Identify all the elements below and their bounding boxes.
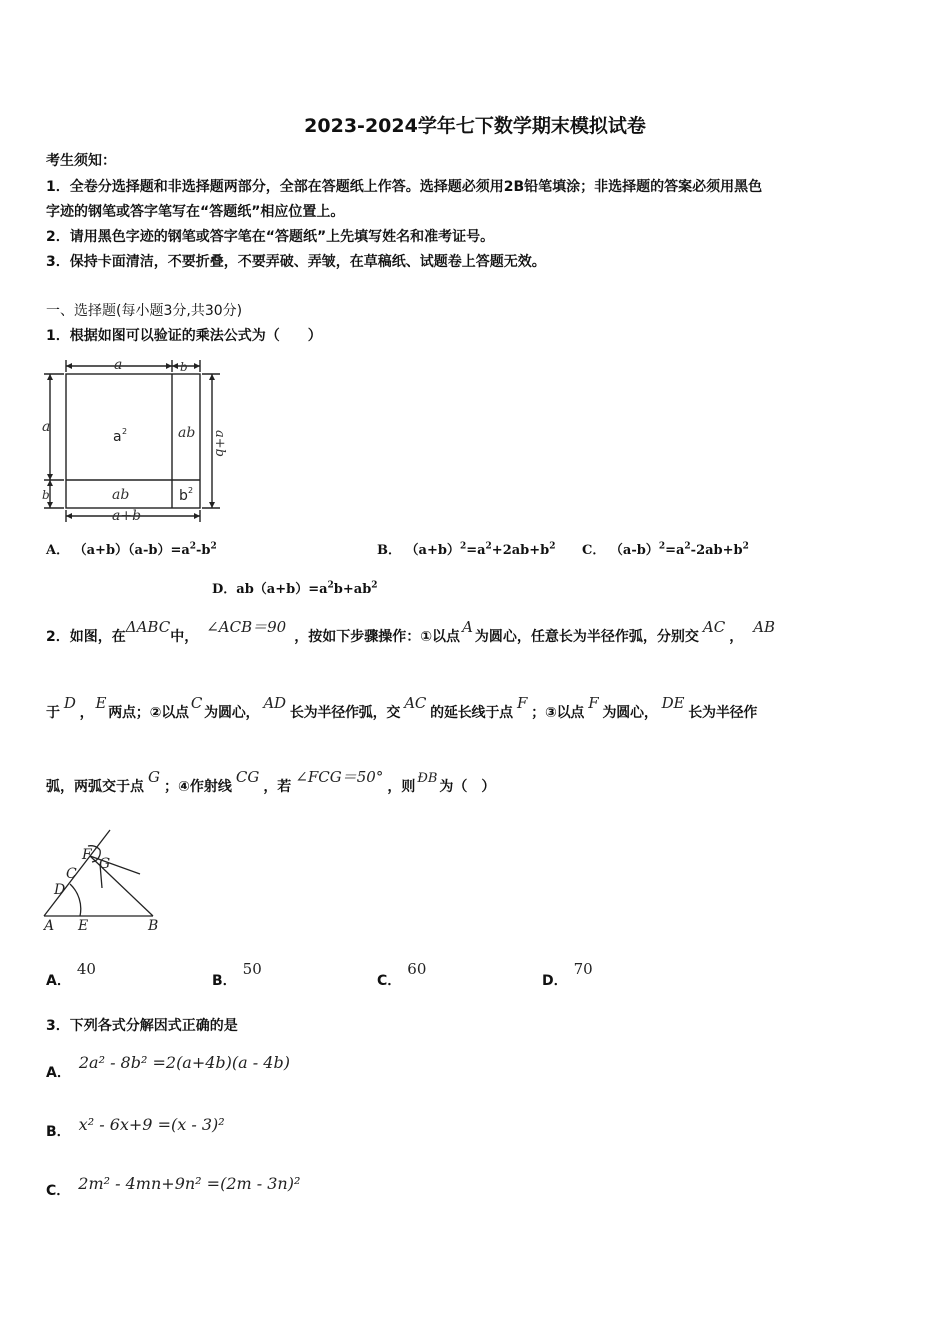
q1-option-c[interactable]: C． $(a-b)^2=a^2-2ab+b^2$ [582, 541, 749, 558]
fig2-label-b: B [148, 918, 159, 934]
q1-option-a[interactable]: A． $(a+b)(a-b)=a^2-b^2$ [46, 541, 217, 558]
question-2-figure [40, 822, 170, 938]
fig1-right: a+b [212, 430, 227, 457]
q3-option-a[interactable]: A．2a² - 8b² =2(a+4b)(a - 4b) [46, 1053, 290, 1081]
page-title: 2023-2024学年七下数学期末模拟试卷 [304, 115, 646, 137]
fig2-label-a: A [44, 918, 55, 934]
fig1-left-a: a [42, 419, 51, 435]
q1-option-d[interactable]: D．$ab(a+b)=a^2b+ab^2$ [212, 580, 378, 597]
question-1-stem: 1．根据如图可以验证的乘法公式为（ ） [46, 328, 322, 344]
notice-item-2: 2．请用黑色字迹的钢笔或答字笔在“答题纸”上先填写姓名和准考证号。 [46, 229, 495, 245]
question-1-figure [40, 352, 230, 532]
q2-option-d[interactable]: D．70 [542, 960, 593, 989]
fig2-label-f: F [82, 847, 92, 863]
fig1-cell-ab-right: ab [178, 425, 196, 441]
fig1-cell-a2-sup: 2 [122, 427, 128, 436]
q2-option-c[interactable]: C．60 [377, 960, 427, 989]
fig2-label-e: E [78, 918, 89, 934]
fig1-cell-b2-sup: 2 [188, 486, 194, 495]
notice-heading: 考生须知： [46, 153, 116, 169]
notice-item-3: 3．保持卡面清洁，不要折叠，不要弄破、弄皱，在草稿纸、试题卷上答题无效。 [46, 254, 546, 270]
fig1-bottom: a+b [112, 508, 142, 524]
q2-option-b[interactable]: B．50 [212, 960, 262, 989]
fig1-top-a: a [114, 357, 123, 373]
q3-option-b[interactable]: B． x² - 6x+9 =(x - 3)² [46, 1115, 225, 1140]
q1-option-b[interactable]: B． $(a+b)^2=a^2+2ab+b^2$ [377, 541, 556, 558]
question-3-stem: 3．下列各式分解因式正确的是 [46, 1018, 238, 1034]
q3-option-c[interactable]: C． 2m² - 4mn+9n² =(2m - 3n)² [46, 1174, 301, 1199]
fig1-cell-b2: b [179, 488, 188, 504]
fig1-left-b: b [42, 488, 50, 502]
section-heading: 一、选择题(每小题3分,共30分) [46, 303, 243, 319]
fig2-label-c: C [66, 866, 77, 882]
question-2-line-1: 2．如图，在ΔABC中，∠ACB＝90，按如下步骤操作：①以点A为圆心，任意长为半径作弧，分别交AC，AB [46, 618, 776, 645]
q2-option-a[interactable]: A．40 [46, 960, 96, 989]
question-2-line-3: 弧，两弧交于点G；④作射线CG，若∠FCG＝50°，则ÐB为（ ） [46, 768, 496, 795]
fig1-cell-ab-bottom: ab [112, 487, 130, 503]
fig2-label-g: G [99, 856, 111, 872]
notice-item-1-line-2: 字迹的钢笔或答字笔写在“答题纸”相应位置上。 [46, 204, 345, 220]
question-2-line-2: 于D，E两点；②以点C为圆心，AD长为半径作弧，交AC的延长线于点F；③以点F为圆心，DE长为半径作 [46, 694, 758, 721]
fig1-cell-a2: a [113, 429, 122, 445]
notice-item-1-line-1: 1．全卷分选择题和非选择题两部分，全部在答题纸上作答。选择题必须用2B铅笔填涂；非选择题的答案必须用黑色 [46, 179, 763, 195]
fig1-top-b: b [180, 360, 188, 374]
fig2-label-d: D [54, 882, 66, 898]
